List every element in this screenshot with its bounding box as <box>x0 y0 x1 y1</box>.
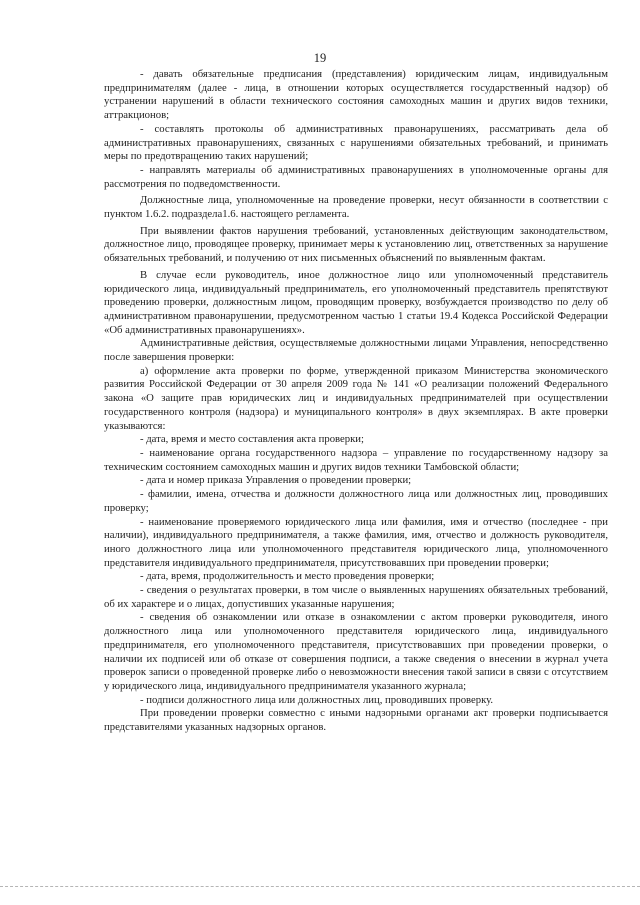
paragraph: При выявлении фактов нарушения требований, установленных действующим законодательством, должностное лицо, проводящее проверку, принимает меры к установлению лиц, ответственных за нарушение обязательных требований, и получению от них письменных объяснений по выявленным фактам. <box>104 224 608 265</box>
list-item: - наименование проверяемого юридического лица или фамилия, имя и отчество (последнее - при наличии), индивидуального предпринимателя, а также фамилия, имя, отчество и должность руководителя, иного должностного лица или уполномоченного представителя юридического лица, уполномоченного представителя индивидуального предпринимателя, присутствовавших при проведении проверки; <box>104 515 608 569</box>
page-number: 19 <box>313 51 327 65</box>
list-item: - подписи должностного лица или должностных лиц, проводивших проверку. <box>140 693 494 706</box>
paragraph: а) оформление акта проверки по форме, утвержденной приказом Министерства экономического развития Российской Федерации от 30 апреля 2009 года № 141 «О реализации положений Федерального закона «О защите прав юридических лиц и индивидуальных предпринимателей при осуществлении государственного контроля (надзора) и муниципального контроля» в двух экземплярах. В акте проверки указываются: <box>104 364 608 432</box>
paragraph: - составлять протоколы об административных правонарушениях, рассматривать дела об административных правонарушениях, связанных с нарушениями обязательных требований, и принимать меры по предотвращению таких нарушений; <box>104 122 608 163</box>
list-item: - наименование органа государственного надзора – управление по государственному надзору за техническим состоянием самоходных машин и других видов техники Тамбовской области; <box>104 446 608 473</box>
paragraph: - направлять материалы об административных правонарушениях в уполномоченные органы для рассмотрения по подведомственности. <box>104 163 608 190</box>
paragraph: Должностные лица, уполномоченные на проведение проверки, несут обязанности в соответствии с пунктом 1.6.2. подраздела1.6. настоящего регламента. <box>104 194 608 221</box>
list-item: - дата, время, продолжительность и место проведения проверки; <box>140 570 435 583</box>
list-item: - дата и номер приказа Управления о проведении проверки; <box>140 474 412 487</box>
paragraph: При проведении проверки совместно с иными надзорными органами акт проверки подписывается представителями указанных надзорных органов. <box>104 707 608 734</box>
list-item: - дата, время и место составления акта проверки; <box>140 433 364 446</box>
page-bottom-edge <box>0 886 640 887</box>
paragraph: В случае если руководитель, иное должностное лицо или уполномоченный представитель юридического лица, индивидуальный предприниматель, его уполномоченный представитель препятствуют проведению проверки, должностным лицом, проводящим проверку, возбуждается производство по делу об административном правонарушении, предусмотренном частью 1 статьи 19.4 Кодекса Российской Федерации «Об административных правонарушениях». <box>104 268 608 336</box>
paragraph: - давать обязательные предписания (представления) юридическим лицам, индивидуальным предпринимателям (далее - лица, в отношении которых осуществляется государственный надзор) об устранении нарушений в области технического состояния самоходных машин и других видов техники, аттракционов; <box>104 68 608 122</box>
paragraph: Административные действия, осуществляемые должностными лицами Управления, непосредственно после завершения проверки: <box>104 337 608 364</box>
list-item: - фамилии, имена, отчества и должности должностного лица или должностных лиц, проводивших проверку; <box>104 488 608 514</box>
document-body <box>104 68 608 735</box>
list-item: - сведения о результатах проверки, в том числе о выявленных нарушениях обязательных требований, об их характере и о лицах, допустивших указанные нарушения; <box>104 584 608 610</box>
list-item: - сведения об ознакомлении или отказе в ознакомлении с актом проверки руководителя, иного должностного лица или уполномоченного представителя юридического лица, индивидуального предпринимателя, его уполномоченного представителя, присутствовавших при проведении проверки, о наличии их подписей или об отказе от совершения подписи, а также сведения о внесении в журнал учета проверок записи о проведенной проверке либо о невозможности внесения такой записи в связи с отсутствием у юридического лица, индивидуального предпринимателя указанного журнала; <box>104 611 608 692</box>
